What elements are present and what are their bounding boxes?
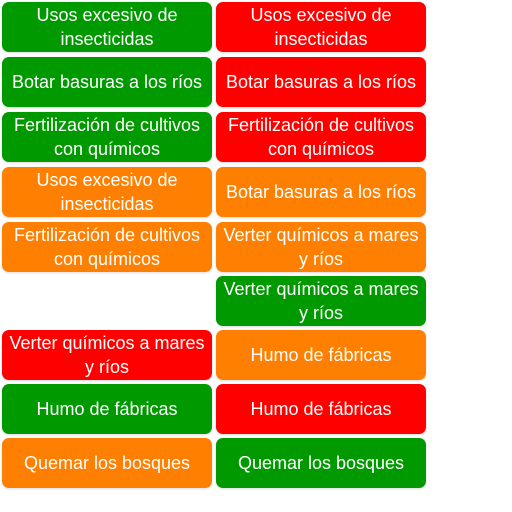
right-card-8[interactable]: [216, 384, 426, 434]
left-card-2[interactable]: [2, 57, 212, 107]
card-label: Verter químicos a mares y ríos: [223, 279, 419, 323]
left-card-7[interactable]: [2, 330, 212, 380]
right-card-1[interactable]: [216, 2, 426, 52]
card-label: Usos excesivo de insecticidas: [36, 5, 178, 49]
card-label: Verter químicos a mares y ríos: [223, 225, 419, 269]
right-card-7[interactable]: [216, 330, 426, 380]
right-card-3[interactable]: [216, 112, 426, 162]
card-label: Usos excesivo de insecticidas: [36, 170, 178, 214]
card-label: Fertilización de cultivos con químicos: [13, 225, 201, 269]
card-label: Botar basuras a los ríos: [225, 72, 417, 92]
right-card-5[interactable]: [216, 222, 426, 272]
left-card-8[interactable]: [2, 384, 212, 434]
right-card-6[interactable]: [216, 276, 426, 326]
card-label: Botar basuras a los ríos: [225, 182, 417, 202]
card-label: Verter químicos a mares y ríos: [9, 333, 205, 377]
card-label: Quemar los bosques: [23, 453, 191, 473]
card-label: Humo de fábricas: [250, 345, 392, 365]
card-label: Quemar los bosques: [237, 453, 405, 473]
card-label: Botar basuras a los ríos: [11, 72, 203, 92]
left-card-3[interactable]: [2, 112, 212, 162]
left-card-9[interactable]: [2, 438, 212, 488]
card-label: Fertilización de cultivos con químicos: [227, 115, 415, 159]
card-label: Usos excesivo de insecticidas: [250, 5, 392, 49]
left-card-5[interactable]: [2, 222, 212, 272]
right-card-4[interactable]: [216, 167, 426, 217]
card-label: Humo de fábricas: [250, 399, 392, 419]
right-card-2[interactable]: [216, 57, 426, 107]
card-label: Humo de fábricas: [36, 399, 178, 419]
card-label: Fertilización de cultivos con químicos: [13, 115, 201, 159]
right-card-9[interactable]: [216, 438, 426, 488]
left-card-4[interactable]: [2, 167, 212, 217]
left-card-1[interactable]: [2, 2, 212, 52]
